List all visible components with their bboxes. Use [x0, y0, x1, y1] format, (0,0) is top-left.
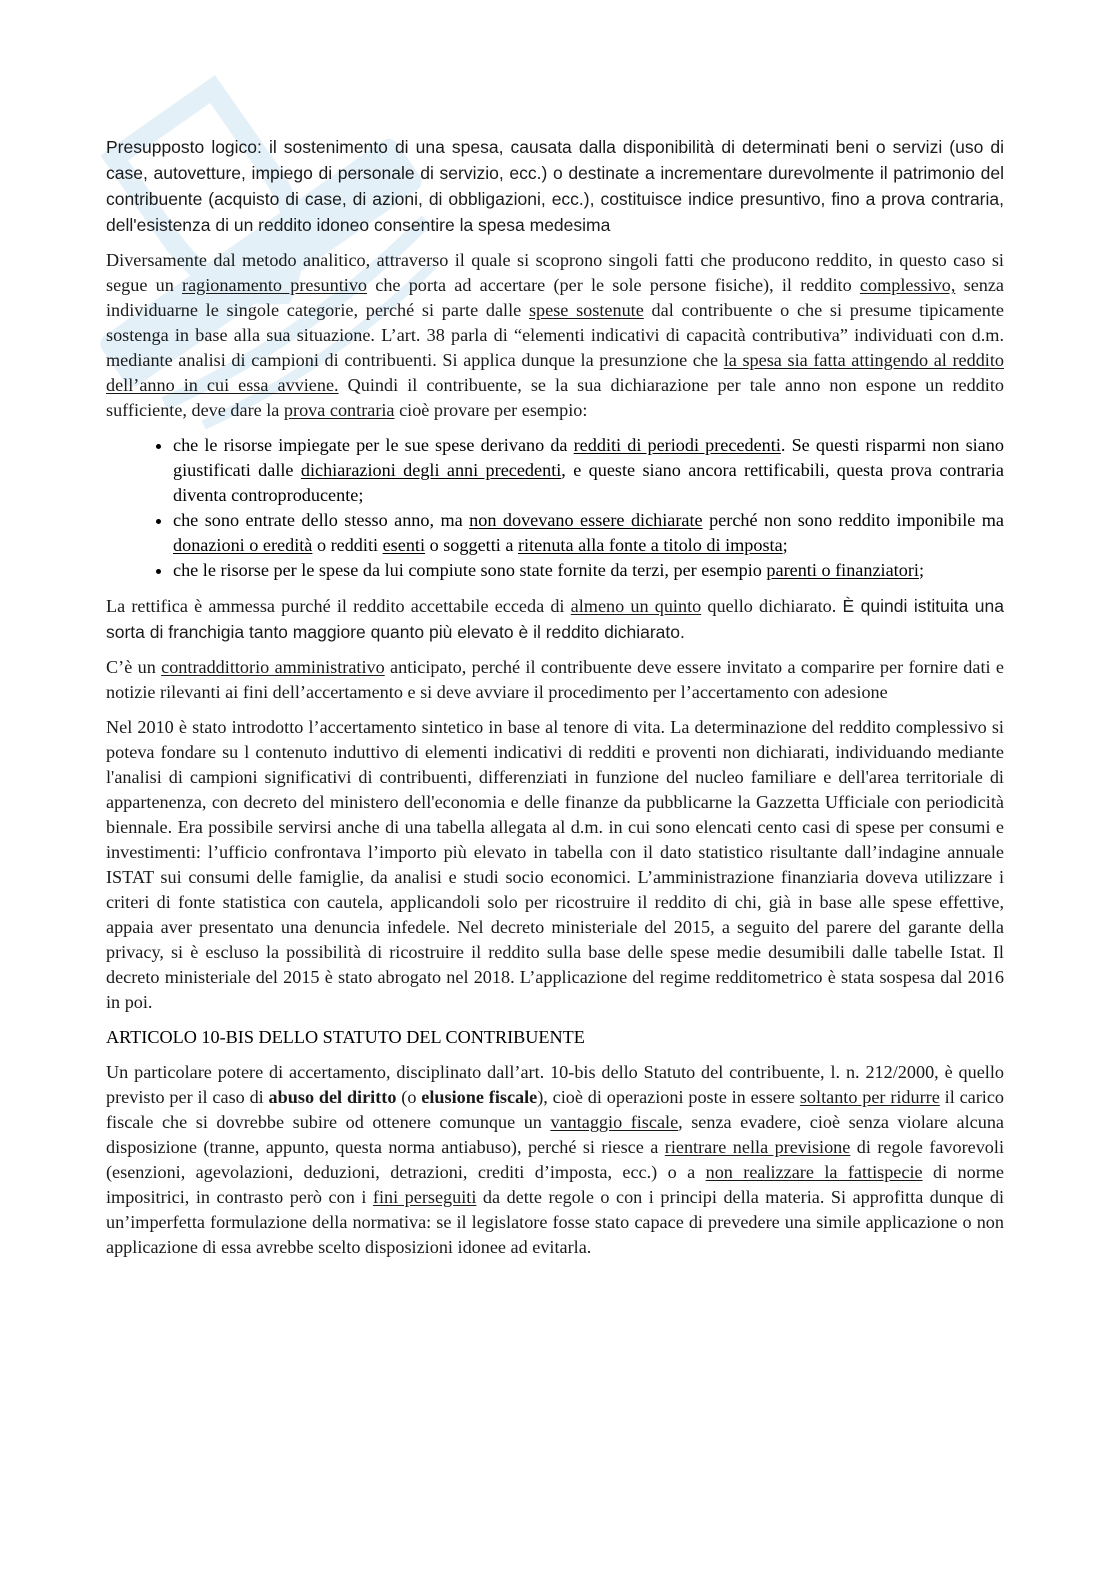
text: di norme impositrici, in contrasto però con i	[106, 1162, 1004, 1207]
text: ;	[782, 535, 788, 555]
list-item	[173, 558, 1004, 583]
text: Diversamente dal metodo analitico, attraverso il quale si scoprono singoli fatti che producono reddito, in questo caso si segue un	[106, 250, 1004, 295]
underlined-text: complessivo,	[859, 275, 956, 295]
text: cioè provare per esempio:	[394, 400, 588, 420]
underlined-text: non realizzare la fattispecie	[705, 1162, 923, 1182]
underlined-text: non dovevano essere dichiarate	[469, 510, 703, 530]
underlined-text: rientrare nella previsione	[664, 1137, 851, 1157]
text: da dette regole o con i principi della materia. Si approfitta dunque di un’imperfetta formulazione della normativa: se il legislatore fosse stato capace di prevedere una simile applicazione o non applicazione di essa avrebbe scelto disposizioni idonee ad evitarla.	[106, 1187, 1004, 1257]
text: dal contribuente o che si presume tipicamente sostenga in base alla sua situazione. L’art. 38 parla di “elementi indicativi di capacità contributiva” individuati con d.m. mediante analisi di campioni di contribuenti. Si applica dunque la presunzione che	[106, 300, 1004, 370]
text: (o	[396, 1087, 422, 1107]
underlined-text: vantaggio fiscale	[550, 1112, 679, 1132]
text: che le risorse impiegate per le sue spese derivano da	[173, 435, 574, 455]
underlined-text: la spesa sia fatta attingendo al reddito dell’anno in cui essa avviene.	[106, 350, 1004, 395]
underlined-text: spese sostenute	[528, 300, 644, 320]
underlined-text: ragionamento presuntivo	[182, 275, 368, 295]
list-item	[173, 508, 1004, 558]
underlined-text: donazioni o eredità	[173, 535, 313, 555]
text: ), cioè di operazioni poste in essere	[537, 1087, 800, 1107]
text: che sono entrate dello stesso anno, ma	[173, 510, 470, 530]
paragraph-metodo-sintetico	[106, 248, 1004, 423]
text: . Se questi risparmi non siano giustificati dalle	[173, 435, 1004, 480]
text: senza individuarne le singole categorie, perché si parte dalle	[106, 275, 1005, 320]
underlined-text: parenti o finanziatori	[766, 560, 919, 580]
underlined-text: dichiarazioni degli anni precedenti	[300, 460, 562, 480]
text: il carico fiscale che si dovrebbe subire od ottenere comunque un	[106, 1087, 1005, 1132]
text: di regole favorevoli (esenzioni, agevolazioni, deduzioni, detrazioni, crediti d’imposta, ecc.) o a	[106, 1137, 1004, 1182]
underlined-text: ritenuta alla fonte a titolo di imposta	[518, 535, 783, 555]
paragraph-tenore-di-vita	[106, 715, 1004, 1015]
text: Quindi il contribuente, se la sua dichiarazione per tale anno non espone un reddito sufficiente, deve dare la	[106, 375, 1004, 420]
paragraph-contraddittorio	[106, 655, 1004, 705]
underlined-text: almeno un quinto	[570, 596, 702, 616]
text: , e queste siano ancora rettificabili, questa prova contraria diventa controproducente;	[173, 460, 1004, 505]
text: anticipato, perché il contribuente deve essere invitato a comparire per fornire dati e notizie rilevanti ai fini dell’accertamento e si deve avviare il procedimento per l’accertamento con adesione	[106, 657, 1004, 702]
text: , senza evadere, cioè senza violare alcuna disposizione (tranne, appunto, questa norma antiabuso), perché si riesce a	[106, 1112, 1004, 1157]
text: o redditi	[312, 535, 383, 555]
text: quello dichiarato.	[701, 596, 843, 616]
text: che le risorse per le spese da lui compiute sono state fornite da terzi, per esempio	[173, 560, 767, 580]
list-item	[173, 433, 1004, 508]
text: Un particolare potere di accertamento, disciplinato dall’art. 10-bis dello Statuto del contribuente, l. n. 212/2000, è quello previsto per il caso di	[106, 1062, 1004, 1107]
text: Nel 2010 è stato introdotto l’accertamento sintetico in base al tenore di vita. La determinazione del reddito complessivo si poteva fondare su l contenuto induttivo di elementi indicativi di redditi e proventi non dichiarati, individuando mediante l'analisi di campioni significativi di contribuenti, differenziati in funzione del nucleo familiare e dell'area territoriale di appartenenza, con decreto del ministero dell'economia e delle finanze da pubblicarne la Gazzetta Ufficiale con periodicità biennale. Era possibile servirsi anche di una tabella allegata al d.m. in cui sono elencati cento casi di spese per consumi e investimenti: l’ufficio confrontava l’importo più elevato in tabella con il dato statistico risultante dall’indagine annuale ISTAT sui consumi delle famiglie, da analisi e studi socio economici. L’amministrazione finanziaria doveva utilizzare i criteri di fonte statistica con cautela, applicandoli solo per ricostruire il reddito di chi, già in base alle spese effettive, appaia aver presentato una denuncia infedele. Nel decreto ministeriale del 2015, a seguito del parere del garante della privacy, si è escluso la possibilità di ricostruire il reddito sulla base delle spese medie desumibili dalle tabelle Istat. Il decreto ministeriale del 2015 è stato abrogato nel 2018. L’applicazione del regime redditometrico è stata sospesa dal 2016 in poi.	[106, 717, 1004, 1012]
text: o soggetti a	[425, 535, 518, 555]
underlined-text: fini perseguiti	[372, 1187, 477, 1207]
underlined-text: prova contraria	[283, 400, 395, 420]
bold-text: abuso del diritto	[268, 1087, 397, 1107]
section-heading: ARTICOLO 10-BIS DELLO STATUTO DEL CONTRIBUENTE	[106, 1027, 585, 1047]
paragraph-presupposto	[106, 134, 1004, 238]
underlined-text: contraddittorio amministrativo	[161, 657, 385, 677]
paragraph-abuso-del-diritto	[106, 1060, 1004, 1260]
text: È quindi istituita una sorta di franchigia tanto maggiore quanto più elevato è il reddito dichiarato.	[106, 596, 1004, 642]
bullet-list-prove-contrarie	[106, 433, 1004, 583]
underlined-text: soltanto per ridurre	[799, 1087, 940, 1107]
text: Presupposto logico: il sostenimento di una spesa, causata dalla disponibilità di determinati beni o servizi (uso di case, autovetture, impiego di personale di servizio, ecc.) o destinate a incrementare durevolmente il patrimonio del contribuente (acquisto di case, di azioni, di obbligazioni, ecc.), costituisce indice presuntivo, fino a prova contraria, dell'esistenza di un reddito idoneo consentire la spesa medesima	[106, 137, 1004, 235]
text: ;	[918, 560, 924, 580]
text: C’è un	[106, 657, 162, 677]
bold-text: elusione fiscale	[421, 1087, 538, 1107]
paragraph-rettifica	[106, 593, 1004, 645]
underlined-text: esenti	[382, 535, 426, 555]
text: perché non sono reddito imponibile ma	[702, 510, 1004, 530]
text: La rettifica è ammessa purché il reddito accettabile ecceda di	[106, 596, 571, 616]
underlined-text: redditi di periodi precedenti	[573, 435, 781, 455]
text: che porta ad accertare (per le sole persone fisiche), il reddito	[367, 275, 860, 295]
document-body	[106, 134, 1004, 1270]
